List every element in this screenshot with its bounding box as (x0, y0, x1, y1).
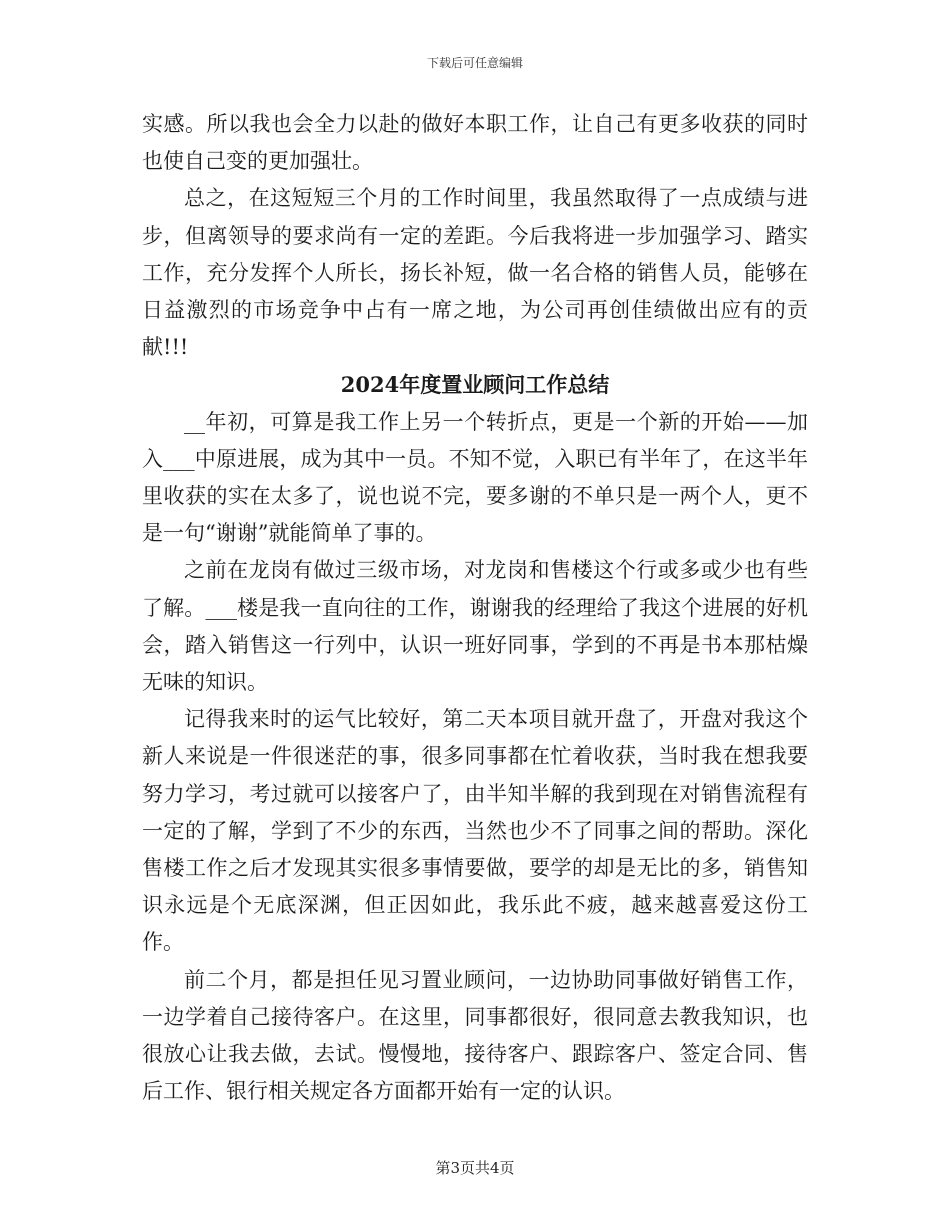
paragraph: 记得我来时的运气比较好，第二天本项目就开盘了，开盘对我这个新人来说是一件很迷茫的事，很多同事都在忙着收获，当时我在想我要努力学习，考过就可以接客户了，由半知半解的我到现在对销售流程有一定的了解，学到了不少的东西，当然也少不了同事之间的帮助。深化售楼工作之后才发现其实很多事情要做，要学的却是无比的多，销售知识永远是个无底深渊，但正因如此，我乐此不疲，越来越喜爱这份工作。 (142, 707, 808, 955)
document-body (142, 106, 808, 1110)
page-header: 下载后可任意编辑 (426, 56, 523, 70)
paragraph: 之前在龙岗有做过三级市场，对龙岗和售楼这个行或多或少也有些了解。___楼是我一直向往的工作，谢谢我的经理给了我这个进展的好机会，踏入销售这一行列中，认识一班好同事，学到的不再是书本那枯燥无味的知识。 (142, 558, 808, 695)
paragraph: 前二个月，都是担任见习置业顾问，一边协助同事做好销售工作，一边学着自己接待客户。在这里，同事都很好，很同意去教我知识，也很放心让我去做，去试。慢慢地，接待客户、跟踪客户、签定合同、售后工作、银行相关规定各方面都开始有一定的认识。 (142, 967, 808, 1104)
paragraph: 总之，在这短短三个月的工作时间里，我虽然取得了一点成绩与进步，但离领导的要求尚有一定的差距。今后我将进一步加强学习、踏实工作，充分发挥个人所长，扬长补短，做一名合格的销售人员，能够在日益激烈的市场竞争中占有一席之地，为公司再创佳绩做出应有的贡献!!! (142, 186, 808, 360)
paragraph: __年初，可算是我工作上另一个转折点，更是一个新的开始——加入___中原进展，成为其中一员。不知不觉，入职已有半年了，在这半年里收获的实在太多了，说也说不完，要多谢的不单只是一两个人，更不是一句“谢谢”就能简单了事的。 (142, 409, 808, 546)
section-title: 2024年度置业顾问工作总结 (340, 372, 610, 398)
page-footer: 第3页共4页 (435, 1159, 515, 1177)
paragraph: 实感。所以我也会全力以赴的做好本职工作，让自己有更多收获的同时也使自己变的更加强壮。 (142, 112, 808, 174)
